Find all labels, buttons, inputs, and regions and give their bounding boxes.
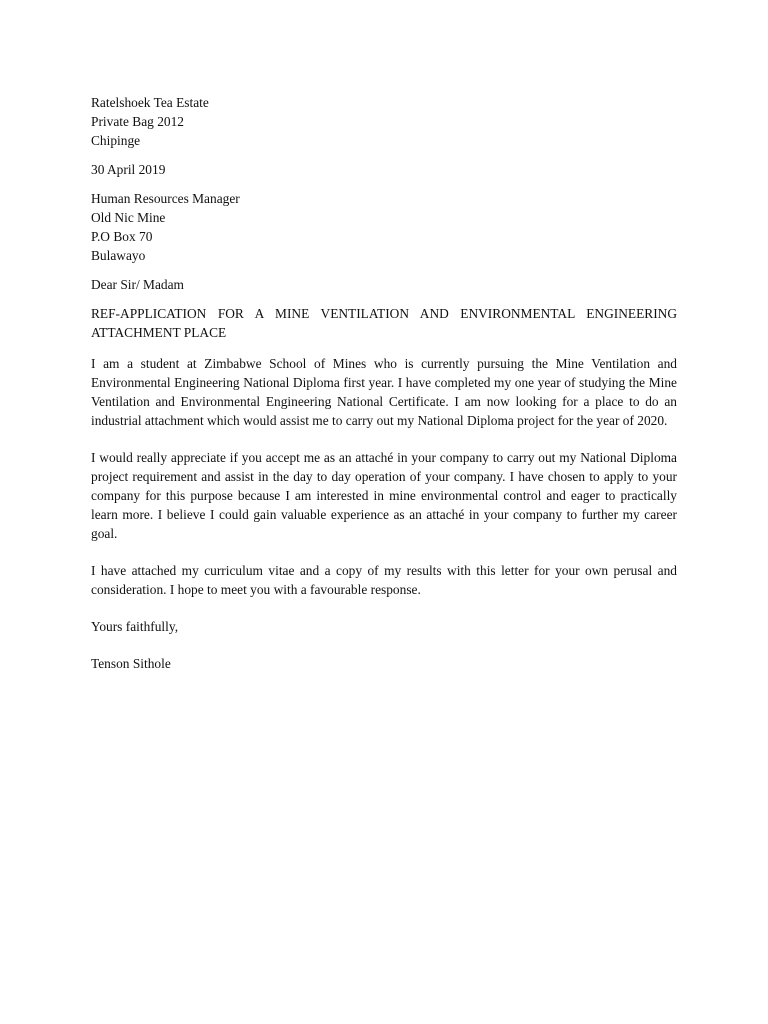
recipient-address-line-4: Bulawayo bbox=[91, 248, 146, 263]
letter-date bbox=[91, 160, 677, 179]
sender-address-line-3: Chipinge bbox=[91, 133, 141, 148]
body-paragraph-3: I have attached my curriculum vitae and a copy of my results with this letter for your own perusal and consideration. I hope to meet you with a favourable response. bbox=[91, 563, 677, 597]
signature-name: Tenson Sithole bbox=[91, 656, 171, 671]
recipient-address-line-3: P.O Box 70 bbox=[91, 229, 153, 244]
body-paragraph-2: I would really appreciate if you accept me as an attaché in your company to carry out my National Diploma project requirement and assist in the day to day operation of your company. I have chosen to apply to your company for this purpose because I am interested in mine environmental control and eager to practically learn more. I believe I could gain valuable experience as an attaché in your company to further my career goal. bbox=[91, 450, 677, 541]
recipient-address-line-1: Human Resources Manager bbox=[91, 191, 240, 206]
recipient-address-line-2: Old Nic Mine bbox=[91, 210, 166, 225]
letter-page bbox=[91, 93, 677, 673]
sender-address bbox=[91, 93, 677, 150]
salutation-text: Dear Sir/ Madam bbox=[91, 277, 184, 292]
sender-address-line-1: Ratelshoek Tea Estate bbox=[91, 95, 209, 110]
recipient-address bbox=[91, 189, 677, 265]
signature bbox=[91, 654, 677, 673]
closing bbox=[91, 617, 677, 636]
salutation bbox=[91, 275, 677, 294]
sender-address-line-2: Private Bag 2012 bbox=[91, 114, 184, 129]
reference-heading: REF-APPLICATION FOR A MINE VENTILATION AND ENVIRONMENTAL ENGINEERING ATTACHMENT PLACE bbox=[91, 306, 677, 340]
closing-text: Yours faithfully, bbox=[91, 619, 179, 634]
date-text: 30 April 2019 bbox=[91, 162, 166, 177]
body-paragraph-1: I am a student at Zimbabwe School of Mines who is currently pursuing the Mine Ventilation and Environmental Engineering National Diploma first year. I have completed my one year of studying the Mine Ventilation and Environmental Engineering National Certificate. I am now looking for a place to do an industrial attachment which would assist me to carry out my National Diploma project for the year of 2020. bbox=[91, 356, 677, 428]
